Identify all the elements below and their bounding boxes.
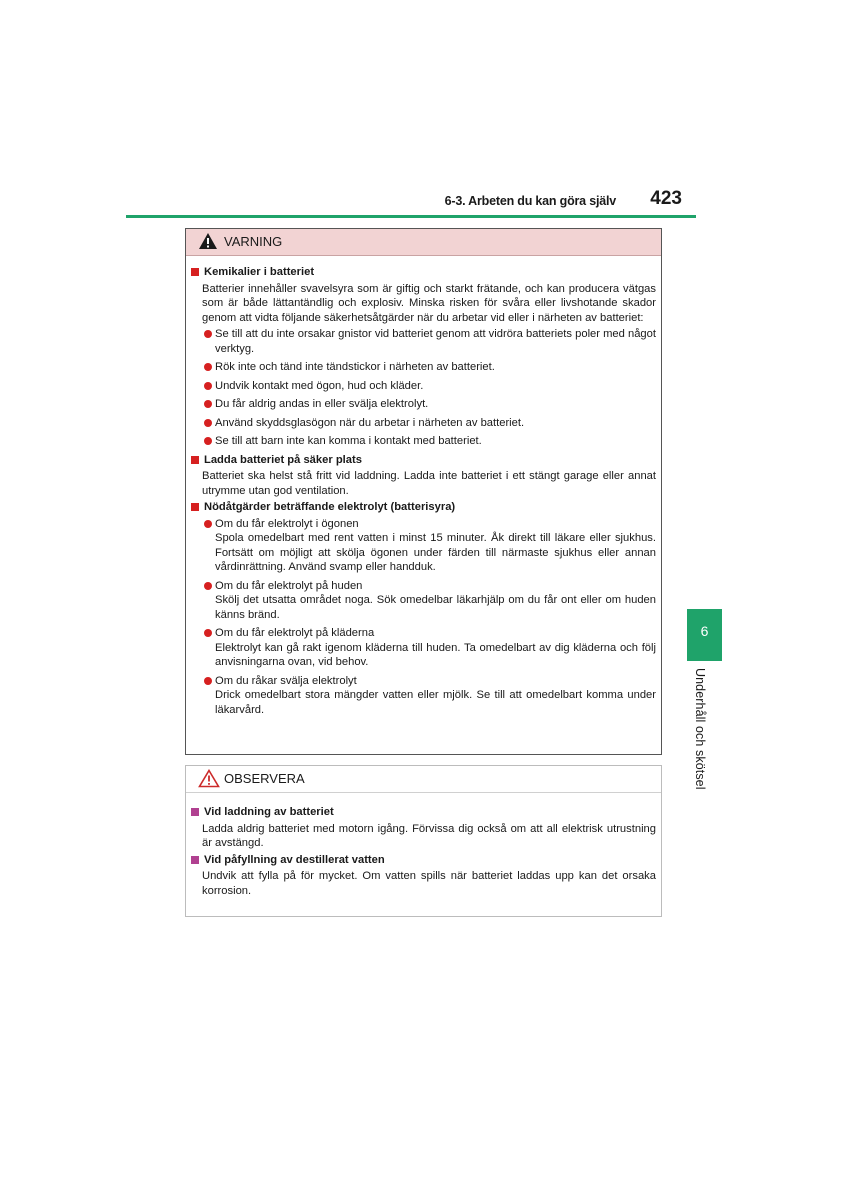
chapter-label: Underhåll och skötsel [693,668,707,790]
round-bullet-icon [204,330,212,338]
square-bullet-icon [191,856,199,864]
notice-content [186,793,661,898]
section-heading: Nödåtgärder beträffande elektrolyt (batterisyra) [190,500,656,515]
square-bullet-icon [191,456,199,464]
list-item: Använd skyddsglasögon när du arbetar i närheten av batteriet. [190,416,656,431]
warning-header [186,229,661,256]
header-rule [126,215,696,218]
section-text: Undvik att fylla på för mycket. Om vatten spills när batteriet laddas upp kan det orsaka korrosion. [202,870,656,897]
chapter-tab: 6 [687,609,722,661]
square-bullet-icon [191,268,199,276]
warning-content [186,256,661,717]
page-header [126,188,696,218]
section-text: Ladda aldrig batteriet med motorn igång. Förvissa dig också om att all elektrisk utrustning är avstängd. [202,822,656,849]
section-text: Batterier innehåller svavelsyra som är giftig och starkt frätande, och kan producera vätgas som är både lättantändlig och explosiv. Minska risken för svåra eller livshotande skador genom att vidta följande säkerhetsåtgärder när du arbetar vid eller i närheten av batteriet: [202,282,656,324]
round-bullet-icon [204,363,212,371]
list-item: Se till att du inte orsakar gnistor vid batteriet genom att vidröra batteriets poler med något verktyg. [190,327,656,356]
page-number: 423 [650,188,682,209]
notice-box [185,765,662,917]
section-title: 6-3. Arbeten du kan göra själv [444,194,616,208]
warning-box [185,228,662,755]
list-item: Om du får elektrolyt på huden Skölj det utsatta området noga. Sök omedelbar läkarhjälp om du får ont eller om huden känns bränd. [190,579,656,623]
section-heading: Ladda batteriet på säker plats [190,453,656,468]
list-item: Om du får elektrolyt i ögonen Spola omedelbart med rent vatten i minst 15 minuter. Åk direkt till läkare eller sjukhus. Fortsätt om möjligt att skölja ögonen under färden till närmaste sjukhus eller annan vårdinrättning. Använd svamp eller handduk. [190,517,656,575]
round-bullet-icon [204,382,212,390]
list-item: Se till att barn inte kan komma i kontakt med batteriet. [190,434,656,449]
list-item: Rök inte och tänd inte tändstickor i närheten av batteriet. [190,360,656,375]
round-bullet-icon [204,629,212,637]
square-bullet-icon [191,808,199,816]
notice-title: OBSERVERA [224,771,305,786]
round-bullet-icon [204,582,212,590]
warning-triangle-icon [198,232,218,253]
warning-title: VARNING [224,234,283,249]
section-heading: Vid laddning av batteriet [190,805,656,820]
round-bullet-icon [204,437,212,445]
section-heading: Vid påfyllning av destillerat vatten [190,853,656,868]
list-item: Om du får elektrolyt på kläderna Elektrolyt kan gå rakt igenom kläderna till huden. Ta omedelbart av dig kläderna och följ anvisningarna ovan, vid behov. [190,626,656,670]
round-bullet-icon [204,677,212,685]
round-bullet-icon [204,400,212,408]
notice-header [186,766,661,793]
round-bullet-icon [204,419,212,427]
section-heading: Kemikalier i batteriet [190,265,656,280]
caution-triangle-icon [198,769,220,791]
square-bullet-icon [191,503,199,511]
section-text: Batteriet ska helst stå fritt vid laddning. Ladda inte batteriet i ett stängt garage eller annat utrymme utan god ventilation. [202,470,656,497]
list-item: Undvik kontakt med ögon, hud och kläder. [190,379,656,394]
round-bullet-icon [204,520,212,528]
list-item: Om du råkar svälja elektrolyt Drick omedelbart stora mängder vatten eller mjölk. Se till att omedelbart komma under läkarvård. [190,674,656,718]
list-item: Du får aldrig andas in eller svälja elektrolyt. [190,397,656,412]
